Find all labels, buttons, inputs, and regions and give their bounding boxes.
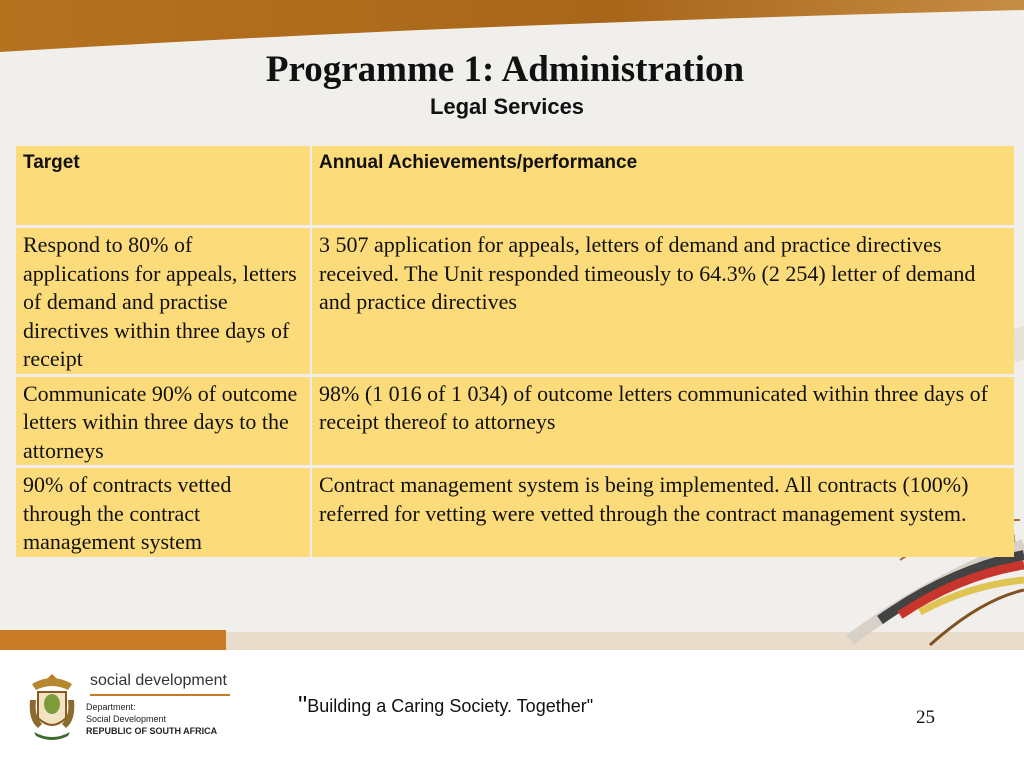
- logo-line-name: Social Development: [86, 714, 167, 724]
- slide-subtitle: Legal Services: [429, 94, 585, 119]
- target-cell: Communicate 90% of outcome letters within three days to the attorneys: [16, 377, 310, 466]
- target-cell: 90% of contracts vetted through the contract management system: [16, 468, 310, 557]
- achievement-cell: Contract management system is being implemented. All contracts (100%) referred for vetting were vetted through the contract management system.: [312, 468, 1014, 557]
- slide-title: Programme 1: Administration: [265, 49, 745, 90]
- column-header-target: Target: [16, 146, 310, 225]
- table-row: [16, 468, 1014, 557]
- logo-line-department: Department:: [86, 702, 136, 712]
- achievement-cell: 3 507 application for appeals, letters of demand and practice directives received. The Unit responded timeously to 64.3% (2 254) letter of demand and practice directives: [312, 228, 1014, 374]
- target-cell: Respond to 80% of applications for appeals, letters of demand and practise directives within three days of receipt: [16, 228, 310, 374]
- tagline-text: Building a Caring Society. Together": [307, 696, 594, 716]
- table-row: [16, 228, 1014, 374]
- table-header-row: [16, 146, 1014, 225]
- targets-table: [14, 143, 1016, 560]
- page-number: 25: [916, 707, 935, 728]
- department-logo: [24, 670, 234, 746]
- lower-band: [0, 630, 226, 650]
- logo-divider: [90, 694, 230, 696]
- tagline-open-quote: ": [298, 690, 308, 720]
- top-band: [0, 0, 1024, 52]
- achievement-cell: 98% (1 016 of 1 034) of outcome letters communicated within three days of receipt thereof to attorneys: [312, 377, 1014, 466]
- table-row: [16, 377, 1014, 466]
- logo-name: social development: [90, 672, 227, 689]
- column-header-achievements: Annual Achievements/performance: [312, 146, 1014, 225]
- logo-line-country: REPUBLIC OF SOUTH AFRICA: [86, 726, 218, 736]
- footer-tagline: [298, 690, 593, 721]
- coat-of-arms-icon: [24, 670, 80, 742]
